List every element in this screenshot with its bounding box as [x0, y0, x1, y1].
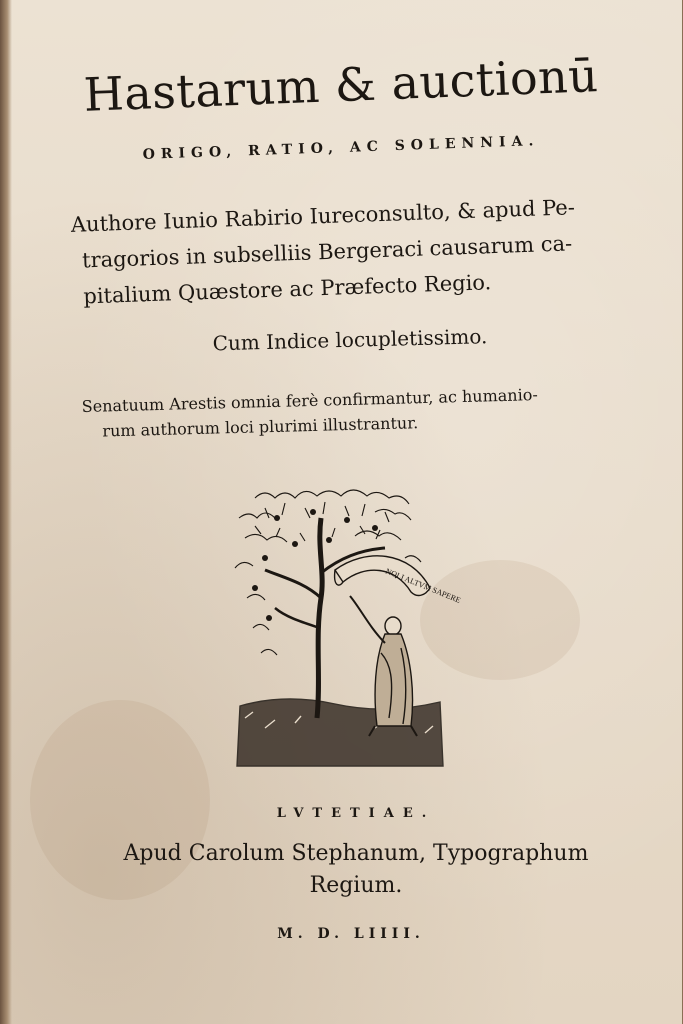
index-note: Cum Indice locupletissimo. — [212, 324, 488, 356]
printer-line: Apud Carolum Stephanum, Typographum — [123, 841, 589, 866]
imprint-year: M. D. LIIII. — [277, 926, 425, 942]
imprint-place: LVTETIAE. — [276, 806, 436, 821]
senatuum-note — [81, 382, 538, 444]
author-line: Authore Iunio Rabirio Iureconsulto, & apud Pe- — [70, 195, 576, 237]
printers-device-woodcut — [225, 478, 462, 770]
author-line: pitalium Quæstore ac Præfecto Regio. — [82, 270, 492, 309]
author-statement — [70, 189, 578, 315]
senatuum-line: rum authorum loci plurimi illustrantur. — [102, 413, 419, 441]
book-subtitle: ORIGO, RATIO, AC SOLENNIA. — [142, 133, 540, 163]
senatuum-line: Senatuum Arestis omnia ferè confirmantur, ac humanio- — [81, 385, 538, 416]
device-motto: NOLI ALTVM SAPERE — [384, 566, 462, 605]
book-title: Hastarum & auctionū — [82, 48, 600, 122]
printer-line: Regium. — [309, 873, 403, 898]
author-line: tragorios in subselliis Bergeraci causarum ca- — [81, 231, 573, 273]
imprint-printer — [0, 838, 682, 902]
